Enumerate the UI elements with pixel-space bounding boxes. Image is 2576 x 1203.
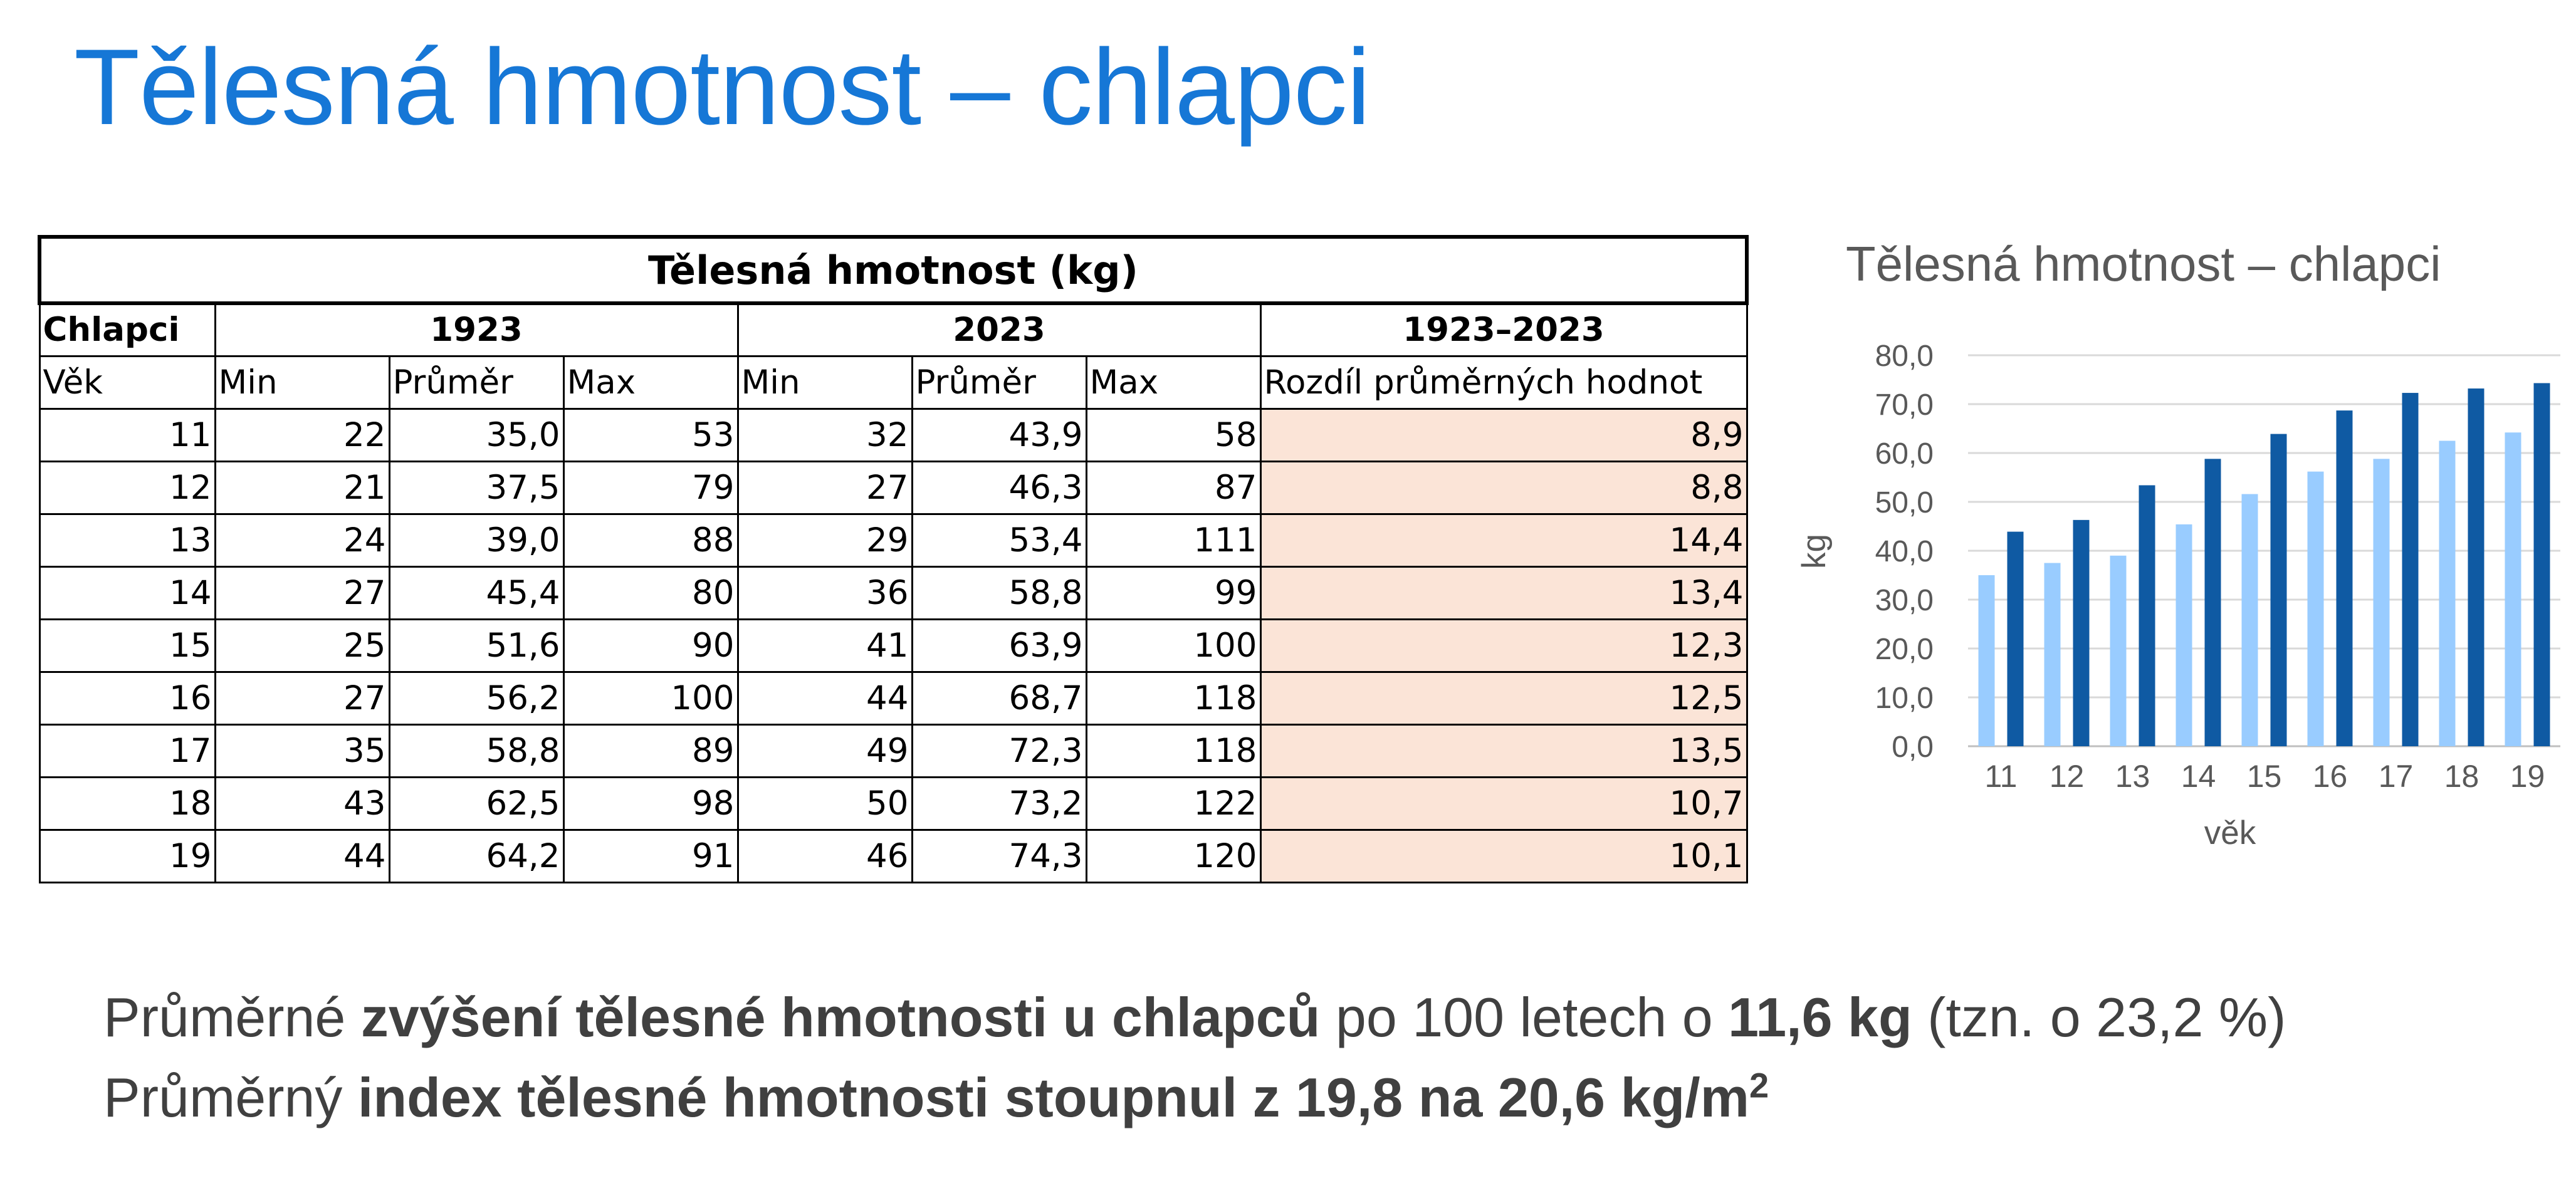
bar-series-1-age-17 bbox=[2374, 459, 2390, 746]
x-tick-label: 12 bbox=[2049, 759, 2085, 794]
cell-min-1923: 25 bbox=[215, 619, 389, 672]
cell-max-2023: 122 bbox=[1086, 777, 1260, 830]
cell-max-1923: 91 bbox=[563, 830, 738, 882]
bar-series-1-age-18 bbox=[2439, 441, 2456, 747]
bar-series-2-age-17 bbox=[2402, 393, 2419, 746]
cell-avg-diff: 8,9 bbox=[1260, 409, 1747, 461]
y-tick-label: 0,0 bbox=[1892, 731, 1934, 764]
slide-title: Tělesná hmotnost – chlapci bbox=[74, 27, 1370, 147]
col-header-age: Věk bbox=[39, 356, 215, 409]
y-tick-label: 60,0 bbox=[1875, 437, 1934, 471]
summary-line-weight bbox=[103, 977, 2286, 1058]
cell-avg-diff: 8,8 bbox=[1260, 461, 1747, 514]
col-header-avg-1923: Průměr bbox=[389, 356, 563, 409]
y-tick-label: 10,0 bbox=[1875, 682, 1934, 715]
cell-avg-2023: 68,7 bbox=[912, 672, 1086, 724]
chart-bars bbox=[1979, 383, 2550, 746]
year-header-diff: 1923–2023 bbox=[1260, 303, 1747, 356]
cell-min-1923: 24 bbox=[215, 514, 389, 566]
chart-x-ticks bbox=[1985, 759, 2545, 794]
chart-x-axis-label: věk bbox=[2204, 815, 2256, 851]
chart-y-ticks bbox=[1875, 340, 1934, 764]
cell-avg-1923: 37,5 bbox=[389, 461, 563, 514]
table-row bbox=[39, 409, 1747, 461]
cell-min-1923: 44 bbox=[215, 830, 389, 882]
table-row bbox=[39, 566, 1747, 619]
chart-svg bbox=[1774, 238, 2563, 871]
bar-series-1-age-19 bbox=[2505, 432, 2521, 746]
cell-min-1923: 21 bbox=[215, 461, 389, 514]
y-tick-label: 70,0 bbox=[1875, 388, 1934, 422]
bar-series-1-age-15 bbox=[2242, 494, 2258, 746]
cell-avg-2023: 72,3 bbox=[912, 724, 1086, 777]
cell-avg-1923: 39,0 bbox=[389, 514, 563, 566]
cell-max-2023: 87 bbox=[1086, 461, 1260, 514]
bar-series-2-age-16 bbox=[2337, 410, 2353, 746]
cell-avg-diff: 13,5 bbox=[1260, 724, 1747, 777]
cell-avg-1923: 56,2 bbox=[389, 672, 563, 724]
cell-min-2023: 32 bbox=[738, 409, 912, 461]
chart-title: Tělesná hmotnost – chlapci bbox=[1846, 238, 2441, 291]
cell-age: 16 bbox=[39, 672, 215, 724]
cell-age: 14 bbox=[39, 566, 215, 619]
cell-age: 11 bbox=[39, 409, 215, 461]
cell-avg-1923: 45,4 bbox=[389, 566, 563, 619]
col-header-min-1923: Min bbox=[215, 356, 389, 409]
cell-avg-diff: 10,1 bbox=[1260, 830, 1747, 882]
bar-series-1-age-16 bbox=[2308, 472, 2324, 746]
table-row bbox=[39, 830, 1747, 882]
weight-table bbox=[38, 235, 1749, 883]
col-header-max-2023: Max bbox=[1086, 356, 1260, 409]
cell-avg-2023: 53,4 bbox=[912, 514, 1086, 566]
bar-series-2-age-19 bbox=[2534, 383, 2550, 746]
cell-avg-2023: 63,9 bbox=[912, 619, 1086, 672]
bar-series-1-age-12 bbox=[2045, 563, 2061, 747]
bar-series-2-age-13 bbox=[2139, 485, 2155, 746]
cell-avg-1923: 62,5 bbox=[389, 777, 563, 830]
x-tick-label: 14 bbox=[2181, 759, 2216, 794]
cell-max-2023: 99 bbox=[1086, 566, 1260, 619]
cell-avg-diff: 14,4 bbox=[1260, 514, 1747, 566]
cell-age: 18 bbox=[39, 777, 215, 830]
summary-text-part: Průměrný bbox=[103, 1066, 358, 1128]
cell-max-2023: 100 bbox=[1086, 619, 1260, 672]
bar-series-2-age-12 bbox=[2073, 520, 2090, 746]
cell-min-1923: 27 bbox=[215, 672, 389, 724]
summary-line-bmi bbox=[103, 1058, 2286, 1138]
x-tick-label: 15 bbox=[2246, 759, 2282, 794]
summary-emphasis-text: index tělesné hmotnosti stoupnul z 19,8 na 20,6 kg/m bbox=[357, 1066, 1749, 1128]
cell-age: 17 bbox=[39, 724, 215, 777]
cell-min-1923: 27 bbox=[215, 566, 389, 619]
bar-series-1-age-11 bbox=[1979, 575, 1995, 746]
summary-text-part: Průměrné bbox=[103, 986, 361, 1048]
cell-age: 12 bbox=[39, 461, 215, 514]
cell-age: 13 bbox=[39, 514, 215, 566]
table-row bbox=[39, 777, 1747, 830]
summary-emphasis: zvýšení tělesné hmotnosti u chlapců bbox=[360, 986, 1321, 1048]
cell-avg-2023: 74,3 bbox=[912, 830, 1086, 882]
y-tick-label: 20,0 bbox=[1875, 633, 1934, 666]
table-row bbox=[39, 514, 1747, 566]
x-tick-label: 13 bbox=[2115, 759, 2150, 794]
cell-min-2023: 46 bbox=[738, 830, 912, 882]
y-tick-label: 80,0 bbox=[1875, 340, 1934, 373]
col-header-avg-2023: Průměr bbox=[912, 356, 1086, 409]
col-header-avg-diff: Rozdíl průměrných hodnot bbox=[1260, 356, 1747, 409]
bar-series-2-age-14 bbox=[2205, 459, 2221, 746]
cell-max-2023: 120 bbox=[1086, 830, 1260, 882]
summary-superscript: 2 bbox=[1749, 1065, 1769, 1105]
summary-emphasis-value: 11,6 kg bbox=[1728, 986, 1912, 1048]
summary-text-part: po 100 letech o bbox=[1320, 986, 1729, 1048]
cell-max-1923: 79 bbox=[563, 461, 738, 514]
table-row bbox=[39, 461, 1747, 514]
bar-series-2-age-11 bbox=[2008, 532, 2024, 746]
chart-y-axis-label: kg bbox=[1796, 534, 1833, 569]
cell-min-2023: 27 bbox=[738, 461, 912, 514]
y-tick-label: 30,0 bbox=[1875, 584, 1934, 617]
table-row bbox=[39, 619, 1747, 672]
x-tick-label: 11 bbox=[1984, 759, 2018, 794]
cell-avg-diff: 12,5 bbox=[1260, 672, 1747, 724]
cell-max-2023: 111 bbox=[1086, 514, 1260, 566]
cell-avg-2023: 58,8 bbox=[912, 566, 1086, 619]
row-header-boys: Chlapci bbox=[39, 303, 215, 356]
table-title: Tělesná hmotnost (kg) bbox=[39, 237, 1747, 303]
cell-max-2023: 58 bbox=[1086, 409, 1260, 461]
cell-avg-diff: 13,4 bbox=[1260, 566, 1747, 619]
year-header-1923: 1923 bbox=[215, 303, 738, 356]
bar-series-2-age-15 bbox=[2271, 434, 2287, 746]
weight-chart bbox=[1774, 238, 2563, 871]
cell-avg-2023: 73,2 bbox=[912, 777, 1086, 830]
cell-avg-diff: 10,7 bbox=[1260, 777, 1747, 830]
cell-avg-1923: 58,8 bbox=[389, 724, 563, 777]
cell-max-1923: 98 bbox=[563, 777, 738, 830]
cell-max-2023: 118 bbox=[1086, 672, 1260, 724]
cell-min-2023: 44 bbox=[738, 672, 912, 724]
cell-avg-2023: 43,9 bbox=[912, 409, 1086, 461]
cell-age: 15 bbox=[39, 619, 215, 672]
cell-min-2023: 29 bbox=[738, 514, 912, 566]
cell-min-2023: 36 bbox=[738, 566, 912, 619]
cell-min-2023: 50 bbox=[738, 777, 912, 830]
cell-max-2023: 118 bbox=[1086, 724, 1260, 777]
cell-min-2023: 49 bbox=[738, 724, 912, 777]
cell-avg-diff: 12,3 bbox=[1260, 619, 1747, 672]
summary-text-part: (tzn. o 23,2 %) bbox=[1912, 986, 2286, 1048]
x-tick-label: 19 bbox=[2510, 759, 2545, 794]
year-header-2023: 2023 bbox=[738, 303, 1260, 356]
table-body bbox=[39, 409, 1747, 882]
table-row bbox=[39, 724, 1747, 777]
cell-min-1923: 35 bbox=[215, 724, 389, 777]
x-tick-label: 17 bbox=[2378, 759, 2414, 794]
cell-avg-1923: 64,2 bbox=[389, 830, 563, 882]
x-tick-label: 16 bbox=[2312, 759, 2348, 794]
table-row bbox=[39, 672, 1747, 724]
cell-min-2023: 41 bbox=[738, 619, 912, 672]
bar-series-1-age-13 bbox=[2110, 556, 2127, 746]
cell-min-1923: 43 bbox=[215, 777, 389, 830]
y-tick-label: 40,0 bbox=[1875, 535, 1934, 568]
bar-series-2-age-18 bbox=[2468, 388, 2484, 746]
bar-series-1-age-14 bbox=[2176, 524, 2192, 746]
cell-age: 19 bbox=[39, 830, 215, 882]
cell-avg-1923: 35,0 bbox=[389, 409, 563, 461]
cell-max-1923: 90 bbox=[563, 619, 738, 672]
cell-max-1923: 100 bbox=[563, 672, 738, 724]
col-header-max-1923: Max bbox=[563, 356, 738, 409]
cell-avg-2023: 46,3 bbox=[912, 461, 1086, 514]
cell-max-1923: 80 bbox=[563, 566, 738, 619]
cell-max-1923: 89 bbox=[563, 724, 738, 777]
x-tick-label: 18 bbox=[2444, 759, 2479, 794]
summary-text bbox=[103, 977, 2286, 1138]
cell-avg-1923: 51,6 bbox=[389, 619, 563, 672]
cell-min-1923: 22 bbox=[215, 409, 389, 461]
cell-max-1923: 53 bbox=[563, 409, 738, 461]
col-header-min-2023: Min bbox=[738, 356, 912, 409]
summary-emphasis bbox=[358, 1066, 1769, 1128]
cell-max-1923: 88 bbox=[563, 514, 738, 566]
y-tick-label: 50,0 bbox=[1875, 486, 1934, 519]
